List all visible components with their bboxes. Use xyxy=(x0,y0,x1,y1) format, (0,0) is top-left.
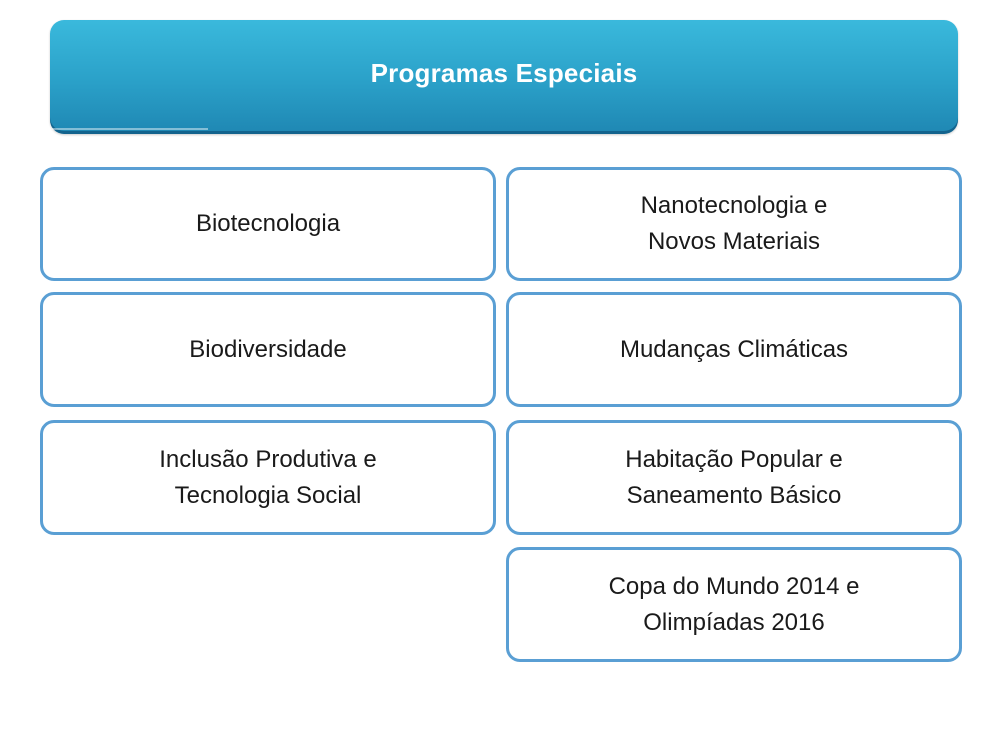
banner-underline xyxy=(52,128,208,130)
program-label: Biodiversidade xyxy=(189,335,347,363)
program-box-inclusao-produtiva xyxy=(40,420,496,535)
program-label: Habitação Popular e Saneamento Básico xyxy=(625,445,843,509)
program-box-habitacao-popular xyxy=(506,420,962,535)
program-label: Inclusão Produtiva e Tecnologia Social xyxy=(159,445,377,509)
program-box-copa-olimpiadas xyxy=(506,547,962,662)
page-title: Programas Especiais xyxy=(370,58,638,88)
program-box-mudancas-climaticas xyxy=(506,292,962,407)
program-label: Copa do Mundo 2014 e Olimpíadas 2016 xyxy=(608,572,860,636)
program-box-nanotecnologia xyxy=(506,167,962,281)
program-label: Nanotecnologia e Novos Materiais xyxy=(640,192,828,255)
program-box-biodiversidade xyxy=(40,292,496,407)
program-label: Mudanças Climáticas xyxy=(619,335,849,363)
program-label: Biotecnologia xyxy=(195,210,341,237)
program-box-biotecnologia xyxy=(40,167,496,281)
